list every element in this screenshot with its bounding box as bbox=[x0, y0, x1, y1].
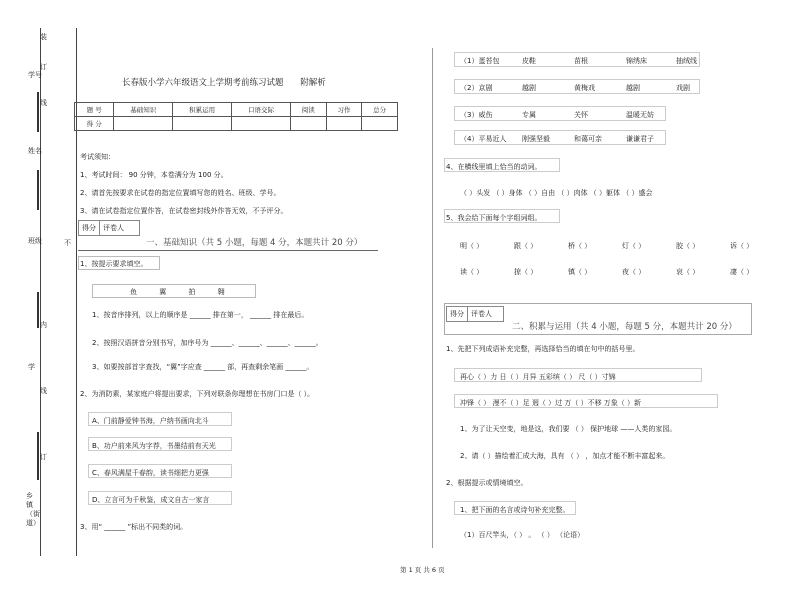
row-box bbox=[454, 106, 666, 121]
option-box bbox=[88, 491, 232, 505]
line-box bbox=[454, 501, 576, 515]
q5-cell[interactable]: 诉（ ） bbox=[730, 242, 754, 250]
right-row-cell: （4）平易近人 bbox=[460, 135, 507, 143]
option-box bbox=[88, 464, 232, 478]
margin-fill-bar bbox=[37, 432, 39, 480]
notice-item: 3、请在试卷指定位置作答，在试卷密封线外作答无效，不予评分。 bbox=[80, 207, 288, 215]
q1-item: 2、按照汉语拼音分别书写，加序号为 ______、______、______、______。 bbox=[92, 339, 323, 347]
question-1: 1、按提示要求填空。 bbox=[80, 260, 148, 268]
q2-option[interactable]: A、门前静爱钟书海，户纳书画向北斗 bbox=[92, 417, 209, 425]
score-row-label: 得 分 bbox=[75, 117, 114, 131]
q5-cell[interactable]: 灯（ ） bbox=[622, 242, 646, 250]
q5-cell[interactable]: 跟（ ） bbox=[514, 242, 538, 250]
right-row-cell: 专属 bbox=[522, 111, 536, 119]
q2-option[interactable]: B、功户前来风为字荐，书墨结前有天光 bbox=[92, 442, 216, 450]
margin-mark-2: 订 bbox=[40, 63, 47, 71]
margin-mark-5: 内 bbox=[40, 321, 47, 329]
right-row-cell: 关怀 bbox=[574, 111, 588, 119]
margin-mark-6: 线 bbox=[40, 387, 47, 395]
right-row-cell: 黄梅戏 bbox=[574, 84, 595, 92]
class-label: 班级 bbox=[28, 237, 42, 245]
word-box bbox=[92, 284, 256, 298]
score-header: 题 号 bbox=[75, 103, 114, 117]
question-2: 2、为消防素，某家庭户将提出要求，下列对联条你理想在书房门口是（ ）。 bbox=[80, 390, 315, 398]
score-cell[interactable] bbox=[114, 117, 173, 131]
student-id-label: 学号 bbox=[28, 71, 42, 79]
right-row-cell: 刚强坚毅 bbox=[522, 135, 550, 143]
section-divider bbox=[78, 250, 378, 251]
s2-q2-item[interactable]: （1）百尺竿头，（ ） 。 （ ） （论语） bbox=[460, 531, 585, 539]
q5-cell[interactable]: 凄（ ） bbox=[730, 268, 754, 276]
s2-q1-line[interactable]: 冲锋（ ） 漫不（ ）足 迥（ ）过 万（ ）不移 万象（ ）新 bbox=[460, 399, 642, 407]
page-footer: 第 1 页 共 6 页 bbox=[400, 566, 445, 574]
right-row-cell: （1）蛋苔包 bbox=[460, 57, 500, 65]
score-table bbox=[74, 102, 398, 131]
margin-mark-4: 不 bbox=[64, 239, 71, 247]
s2-q1-line[interactable]: 再心（ ）力 日（ ）月异 五彩缤（ ） 尺（ ）寸锦 bbox=[460, 373, 616, 381]
s2-q2-item: 1、把下面的名言或诗句补充完整。 bbox=[460, 506, 570, 514]
score-cell[interactable] bbox=[326, 117, 362, 131]
margin-mark-3: 线 bbox=[40, 99, 47, 107]
q5-cell[interactable]: 读（ ） bbox=[460, 268, 484, 276]
margin-mark-1: 装 bbox=[40, 33, 47, 41]
question-5: 5、我会给下面每个字组词组。 bbox=[446, 214, 542, 222]
right-row-cell: 谦谦君子 bbox=[626, 135, 654, 143]
question-box bbox=[444, 158, 560, 172]
right-row-cell: 苗根 bbox=[574, 57, 588, 65]
name-label: 姓名 bbox=[28, 147, 42, 155]
line-box bbox=[454, 394, 718, 408]
option-box bbox=[88, 412, 232, 426]
q2-option[interactable]: C、春风满屋千春韵，读书细把力更强 bbox=[92, 469, 209, 477]
score-header: 习作 bbox=[326, 103, 362, 117]
row-box bbox=[454, 79, 700, 94]
notice-heading: 考试须知： bbox=[80, 153, 115, 161]
q5-cell[interactable]: 镇（ ） bbox=[568, 268, 592, 276]
grader-score-label: 得分 bbox=[82, 224, 96, 232]
notice-item: 2、请首先按要求在试卷的指定位置填写您的姓名、班级、学号。 bbox=[80, 189, 281, 197]
q2-option[interactable]: D、立言可为千秋鉴，成文自古一家言 bbox=[92, 496, 210, 504]
s2-question-2: 2、根据提示或情境填空。 bbox=[446, 479, 528, 487]
q1-words: 鱼 翼 拍 翱 bbox=[130, 288, 235, 296]
right-row-cell: 锦绣床 bbox=[626, 57, 647, 65]
line-box bbox=[454, 368, 702, 382]
question-box bbox=[78, 256, 160, 270]
right-row-cell: 和蔼可亲 bbox=[574, 135, 602, 143]
notice-item: 1、考试时间： 90 分钟，本卷满分为 100 分。 bbox=[80, 171, 228, 179]
right-row-cell: 越剧 bbox=[626, 84, 640, 92]
section2-title: 二、积累与运用（共 4 小题，每题 5 分，本题共计 20 分） bbox=[512, 322, 737, 332]
page-title: 长春版小学六年级语文上学期考前练习试题 附解析 bbox=[122, 78, 326, 88]
score-cell[interactable] bbox=[290, 117, 326, 131]
township-label: 乡镇（街道） bbox=[26, 492, 40, 527]
s2-question-1: 1、先把下列成语补充完整，再选择恰当的填在句中的括号里。 bbox=[446, 345, 640, 353]
q5-cell[interactable]: 掠（ ） bbox=[514, 268, 538, 276]
grader-reviewer-label: 评卷人 bbox=[103, 224, 124, 232]
right-row-cell: 皮鞋 bbox=[522, 57, 536, 65]
column-divider bbox=[432, 48, 433, 548]
q5-cell[interactable]: 哀（ ） bbox=[676, 268, 700, 276]
question-box bbox=[444, 209, 560, 223]
margin-fill-bar bbox=[37, 292, 39, 328]
section1-title: 一、基础知识（共 5 小题，每题 4 分，本题共计 20 分） bbox=[146, 238, 363, 248]
score-cell[interactable] bbox=[173, 117, 232, 131]
margin-fill-bar bbox=[37, 170, 39, 210]
grader-box bbox=[78, 220, 140, 236]
margin-mark-7: 订 bbox=[40, 453, 47, 461]
row-box bbox=[454, 52, 700, 67]
s2-q1-item: 1、为了让天空变，地是这，我们要 （ ） 保护地球 ——人类的家园。 bbox=[460, 425, 677, 433]
option-box bbox=[88, 437, 232, 451]
score-header: 阅读 bbox=[290, 103, 326, 117]
right-row-cell: （2）京剧 bbox=[460, 84, 493, 92]
score-cell[interactable] bbox=[232, 117, 291, 131]
grader-box bbox=[446, 306, 504, 322]
question-4: 4、在横线里填上恰当的动词。 bbox=[446, 163, 542, 171]
grader-reviewer-label: 评卷人 bbox=[471, 310, 492, 318]
q4-blanks[interactable]: （ ）头发 （ ）身体 （ ）自由 （ ）肉体 （ ）躯体 （ ）盛会 bbox=[460, 189, 653, 197]
question-3: 3、用“ ______ ”标出不同类的词。 bbox=[80, 523, 188, 531]
margin-school-label: 学 bbox=[28, 363, 35, 371]
q5-cell[interactable]: 桥（ ） bbox=[568, 242, 592, 250]
grader-score-label: 得分 bbox=[450, 310, 464, 318]
score-header: 口语交际 bbox=[232, 103, 291, 117]
score-header: 总分 bbox=[362, 103, 398, 117]
q1-item: 1、按音序排列，以上的顺序是 ______ 排在第一， ______ 排在最后。 bbox=[92, 311, 309, 319]
right-row-cell: 戏剧 bbox=[676, 84, 690, 92]
margin-fill-bar bbox=[37, 92, 39, 132]
q1-item: 3、如要按部首字查找，“翼”字应查 ______ 部，再查剩余笔画 ______。 bbox=[92, 363, 314, 371]
score-header: 基础知识 bbox=[114, 103, 173, 117]
right-row-cell: （3）威伤 bbox=[460, 111, 493, 119]
right-row-cell: 温暖无妨 bbox=[626, 111, 654, 119]
right-row-cell: 越剧 bbox=[522, 84, 536, 92]
row-box bbox=[454, 130, 666, 145]
q5-cell[interactable]: 夜（ ） bbox=[622, 268, 646, 276]
right-row-cell: 抽绒线 bbox=[676, 57, 697, 65]
q5-cell[interactable]: 胶（ ） bbox=[676, 242, 700, 250]
score-header: 积累运用 bbox=[173, 103, 232, 117]
s2-q1-item: 2、请（ ）描绘着汇成大海，具有 （ ） ，加点才能不断丰富起来。 bbox=[460, 452, 670, 460]
q5-cell[interactable]: 明（ ） bbox=[460, 242, 484, 250]
score-cell[interactable] bbox=[362, 117, 398, 131]
